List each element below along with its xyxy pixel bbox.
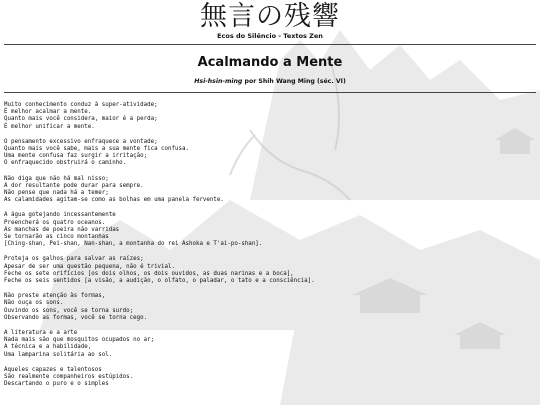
- article-title-block: [0, 55, 540, 86]
- poem-stanza: [4, 139, 540, 168]
- poem-line: O pensamento excessivo enfraquece a vontade;: [4, 138, 158, 145]
- poem-line: As calamidades agitam-se como as bolhas em uma panela fervente.: [4, 197, 224, 204]
- poem-line: [Ching-shan, Pei-shan, Nan-shan, a montanha do rei Ashoka e T'ai-po-shan].: [4, 241, 263, 248]
- page-title: Acalmando a Mente: [197, 55, 343, 70]
- poem-body: [4, 102, 540, 389]
- poem-line: Não diga que não há mal nisso;: [4, 175, 109, 182]
- poem-line: A dor resultante pode durar para sempre.: [4, 182, 144, 189]
- poem-line: Ouvindo os sons, você se torna surdo;: [4, 307, 134, 314]
- poem-line: Aqueles capazes e talentosos: [4, 366, 102, 373]
- poem-line: Apesar de ser uma questão pequena, não é trivial.: [4, 263, 176, 270]
- poem-stanza: [4, 102, 540, 131]
- poem-line: São realmente companheiros estúpidos.: [4, 374, 134, 381]
- poem-line: Uma mente confusa faz surgir a irritação;: [4, 153, 148, 160]
- poem-stanza: [4, 330, 540, 359]
- poem-line: Descartando o puro e o simples: [4, 381, 109, 388]
- poem-line: Quanto mais você sabe, mais a sua mente fica confusa.: [4, 146, 189, 153]
- poem-line: A água gotejando incessantemente: [4, 212, 116, 219]
- poem-stanza: [4, 367, 540, 389]
- poem-line: As manchas de poeira não varridas: [4, 226, 120, 233]
- poem-line: Feche os seis sentidos [a visão, a audição, o olfato, o paladar, o tato e a consciência].: [4, 278, 315, 285]
- poem-line: A literatura e a arte: [4, 330, 78, 337]
- poem-line: Não ouça os sons.: [4, 300, 64, 307]
- poem-line: Feche os sete orifícios [os dois olhos, os dois ouvidos, as duas narinas e a boca],: [4, 270, 294, 277]
- byline-author: por Shih Wang Ming (séc. VI): [244, 78, 346, 85]
- poem-line: Quanto mais você considera, maior é a perda;: [4, 116, 158, 123]
- site-logo-subtitle: Ecos do Silêncio - Textos Zen: [217, 32, 323, 40]
- poem-line: A técnica e a habilidade,: [4, 344, 92, 351]
- site-logo-title[interactable]: 無言の残響: [200, 1, 340, 32]
- poem-line: Se tornarão as cinco montanhas: [4, 234, 109, 241]
- byline-work: Hsi-hsin-ming: [194, 78, 243, 85]
- poem-line: Proteja os galhos para salvar as raízes;: [4, 256, 144, 263]
- poem-line: Observando as formas, você se torna cego.: [4, 314, 148, 321]
- header-divider: [4, 44, 536, 45]
- poem-stanza: [4, 293, 540, 322]
- title-divider: [4, 92, 536, 93]
- poem-line: O enfraquecido obstruirá o caminho.: [4, 160, 127, 167]
- poem-line: É melhor acalmar a mente.: [4, 109, 92, 116]
- poem-stanza: [4, 256, 540, 285]
- poem-line: Nada mais são que mosquitos ocupados no ar;: [4, 337, 155, 344]
- poem-line: Muito conhecimento conduz à super-atividade;: [4, 102, 158, 108]
- poem-stanza: [4, 212, 540, 248]
- poem-stanza: [4, 176, 540, 205]
- poem-line: Não pense que nada há a temer;: [4, 190, 109, 197]
- poem-line: Não preste atenção às formas,: [4, 293, 106, 300]
- poem-line: Uma lamparina solitária ao sol.: [4, 351, 113, 358]
- article-byline: [0, 78, 540, 86]
- poem-line: Preencherá os quatro oceanos.: [4, 219, 106, 226]
- site-header: [0, 0, 540, 40]
- poem-line: É melhor unificar a mente.: [4, 123, 95, 130]
